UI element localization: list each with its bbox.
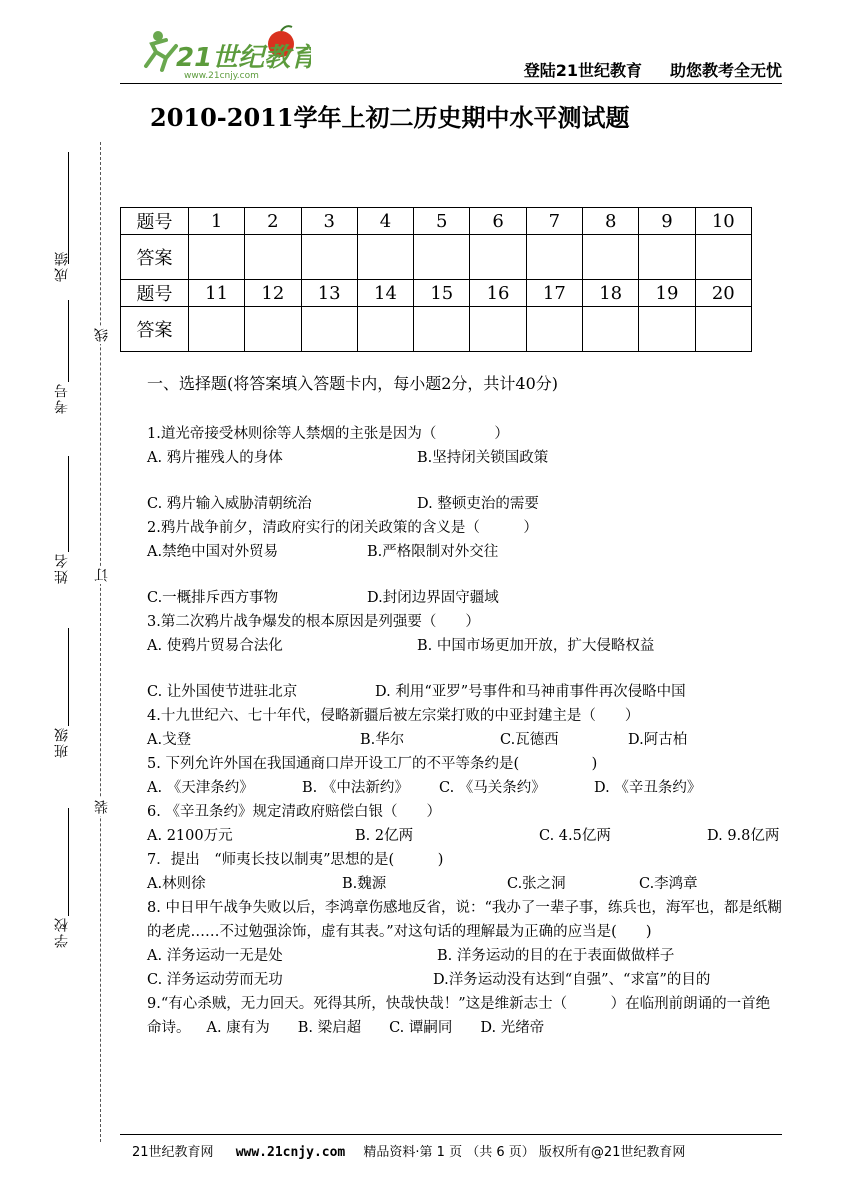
answer-cell[interactable]	[245, 235, 301, 280]
option: A. 《天津条约》	[147, 780, 254, 796]
page-title: 2010-2011学年上初二历史期中水平测试题	[150, 103, 630, 132]
answer-cell[interactable]	[188, 307, 244, 352]
site-logo	[136, 22, 311, 80]
option: D. 光绪帝	[480, 1020, 545, 1036]
option-row	[147, 446, 783, 470]
answer-cell[interactable]	[695, 307, 751, 352]
question-stem: 3.第二次鸦片战争爆发的根本原因是列强要（ ）	[147, 614, 480, 630]
answer-table-answer-row	[121, 307, 752, 352]
question-section	[147, 372, 783, 1040]
option: B. 洋务运动的目的在于表面做做样子	[437, 948, 675, 964]
question-number-cell: 1	[188, 208, 244, 235]
question-stem: 1.道光帝接受林则徐等人禁烟的主张是因为（ ）	[147, 426, 509, 442]
option: C.李鸿章	[639, 876, 698, 892]
logo-text: 21世纪教育	[176, 43, 311, 73]
binding-field-line	[68, 152, 69, 264]
option: B. 中国市场更加开放，扩大侵略权益	[417, 638, 655, 654]
binding-mark-bind: 装	[94, 800, 110, 814]
answer-cell[interactable]	[357, 307, 413, 352]
question-stem: 2.鸦片战争前夕，清政府实行的闭关政策的含义是（ ）	[147, 520, 538, 536]
question-number-cell: 10	[695, 208, 751, 235]
option: A.林则徐	[147, 876, 206, 892]
answer-table-number-row	[121, 280, 752, 307]
question-number-cell: 7	[526, 208, 582, 235]
binding-field-exam-number: 考号	[54, 382, 70, 414]
answer-cell[interactable]	[357, 235, 413, 280]
option: D.洋务运动没有达到“自强”、“求富”的目的	[433, 972, 711, 988]
option-row	[147, 728, 783, 752]
option: B.华尔	[360, 732, 405, 748]
footer-url[interactable]: www.21cnjy.com	[235, 1145, 346, 1160]
question-number-cell: 16	[470, 280, 526, 307]
option-row	[147, 944, 783, 968]
option: B.坚持闭关锁国政策	[417, 450, 549, 466]
answer-cell[interactable]	[583, 235, 639, 280]
answer-cell[interactable]	[301, 307, 357, 352]
table-header-cell: 题号	[121, 280, 189, 307]
table-header-cell: 题号	[121, 208, 189, 235]
option: D.封闭边界固守疆域	[367, 590, 499, 606]
question-stem-text: 9.“有心杀贼，无力回天。死得其所，快哉快哉！”这是维新志士（ ）在临刑前朗诵的一首绝命诗。	[147, 996, 771, 1036]
answer-table-answer-row	[121, 235, 752, 280]
answer-cell[interactable]	[583, 307, 639, 352]
question-number-cell: 6	[470, 208, 526, 235]
answer-cell[interactable]	[414, 307, 470, 352]
footer-divider	[120, 1134, 782, 1135]
table-answer-label-cell: 答案	[121, 307, 189, 352]
question-stem: 7．提出 “师夷长技以制夷”思想的是( )	[147, 852, 444, 868]
option: C. 4.5亿两	[539, 828, 611, 844]
option: A.戈登	[147, 732, 192, 748]
question-number-cell: 8	[583, 208, 639, 235]
question-stem: 8. 中日甲午战争失败以后，李鸿章伤感地反省，说：“我办了一辈子事，练兵也，海军也，都是纸糊的老虎……不过勉强涂饰，虚有其表。”对这句话的理解最为正确的应当是( )	[147, 900, 782, 940]
option: C.张之洞	[507, 876, 566, 892]
binding-field-name: 姓名	[54, 552, 70, 584]
binding-field-line	[68, 456, 69, 552]
option: B. 2亿两	[355, 828, 414, 844]
binding-field-score: 成绩	[54, 250, 70, 282]
binding-field-school: 学校	[54, 916, 70, 948]
binding-mark-line: 线	[94, 328, 110, 342]
question-stem: 4.十九世纪六、七十年代，侵略新疆后被左宗棠打败的中亚封建主是（ ）	[147, 708, 640, 724]
binding-field-line	[68, 300, 69, 382]
option-row	[147, 492, 783, 516]
section-heading: 一、选择题(将答案填入答题卡内，每小题2分，共计40分)	[147, 374, 559, 393]
option-row	[147, 776, 783, 800]
question-number-cell: 14	[357, 280, 413, 307]
answer-cell[interactable]	[526, 307, 582, 352]
binding-mark-staple: 订	[94, 568, 110, 582]
answer-cell[interactable]	[245, 307, 301, 352]
option: D. 《辛丑条约》	[594, 780, 702, 796]
answer-cell[interactable]	[414, 235, 470, 280]
option: A. 2100万元	[147, 828, 233, 844]
question-number-cell: 5	[414, 208, 470, 235]
answer-cell[interactable]	[695, 235, 751, 280]
answer-cell[interactable]	[639, 235, 695, 280]
question-number-cell: 3	[301, 208, 357, 235]
question-stem: 5. 下列允许外国在我国通商口岸开设工厂的不平等条约是( )	[147, 756, 598, 772]
option: A. 鸦片摧残人的身体	[147, 450, 283, 466]
option: C. 《马关条约》	[439, 780, 546, 796]
option: A. 洋务运动一无是处	[147, 948, 283, 964]
option: C.瓦德西	[500, 732, 559, 748]
option: B.魏源	[342, 876, 387, 892]
question-number-cell: 13	[301, 280, 357, 307]
binding-field-class: 班级	[54, 726, 70, 758]
option: C. 谭嗣同	[389, 1020, 453, 1036]
option-row	[147, 540, 783, 564]
footer-info: 精品资料·第 1 页 （共 6 页） 版权所有@21世纪教育网	[363, 1145, 686, 1160]
header-slogan	[524, 58, 782, 81]
question-number-cell: 12	[245, 280, 301, 307]
option: A.禁绝中国对外贸易	[147, 544, 279, 560]
answer-cell[interactable]	[470, 307, 526, 352]
question-number-cell: 19	[639, 280, 695, 307]
option: B.严格限制对外交往	[367, 544, 499, 560]
option: C. 让外国使节进驻北京	[147, 684, 298, 700]
binding-field-line	[68, 808, 69, 916]
question-number-cell: 18	[583, 280, 639, 307]
option: D.阿古柏	[628, 732, 688, 748]
logo-sub: www.21cnjy.com	[184, 71, 259, 80]
answer-cell[interactable]	[526, 235, 582, 280]
option-row	[147, 824, 783, 848]
question-number-cell: 4	[357, 208, 413, 235]
question-number-cell: 20	[695, 280, 751, 307]
option-row	[147, 634, 783, 658]
answer-table	[120, 207, 752, 352]
option-row	[147, 968, 783, 992]
answer-cell[interactable]	[301, 235, 357, 280]
option: C. 鸦片输入威胁清朝统治	[147, 496, 312, 512]
answer-cell[interactable]	[639, 307, 695, 352]
question-number-cell: 15	[414, 280, 470, 307]
question-number-cell: 17	[526, 280, 582, 307]
option-row	[147, 680, 783, 704]
option: B. 梁启超	[297, 1020, 362, 1036]
slogan-left: 登陆21世纪教育	[523, 61, 642, 80]
header-divider	[120, 83, 782, 84]
table-answer-label-cell: 答案	[121, 235, 189, 280]
option: D. 整顿吏治的需要	[417, 496, 539, 512]
option: D. 利用“亚罗”号事件和马神甫事件再次侵略中国	[375, 684, 686, 700]
answer-table-number-row	[121, 208, 752, 235]
slogan-right: 助您教考全无忧	[669, 61, 782, 80]
footer-site: 21世纪教育网	[132, 1145, 214, 1160]
page-footer	[132, 1141, 685, 1160]
option: A. 使鸦片贸易合法化	[147, 638, 283, 654]
answer-cell[interactable]	[188, 235, 244, 280]
binding-dashed-line	[100, 142, 101, 1142]
option: C. 洋务运动劳而无功	[147, 972, 283, 988]
option: C.一概排斥西方事物	[147, 590, 279, 606]
option: D. 9.8亿两	[707, 828, 780, 844]
question-stem	[147, 992, 783, 1040]
answer-cell[interactable]	[470, 235, 526, 280]
question-number-cell: 2	[245, 208, 301, 235]
option-row	[147, 586, 783, 610]
question-number-cell: 11	[188, 280, 244, 307]
option: A. 康有为	[206, 1020, 270, 1036]
question-number-cell: 9	[639, 208, 695, 235]
binding-field-line	[68, 628, 69, 726]
option-row	[147, 872, 783, 896]
option: B. 《中法新约》	[302, 780, 409, 796]
question-stem: 6. 《辛丑条约》规定清政府赔偿白银（ ）	[147, 804, 441, 820]
